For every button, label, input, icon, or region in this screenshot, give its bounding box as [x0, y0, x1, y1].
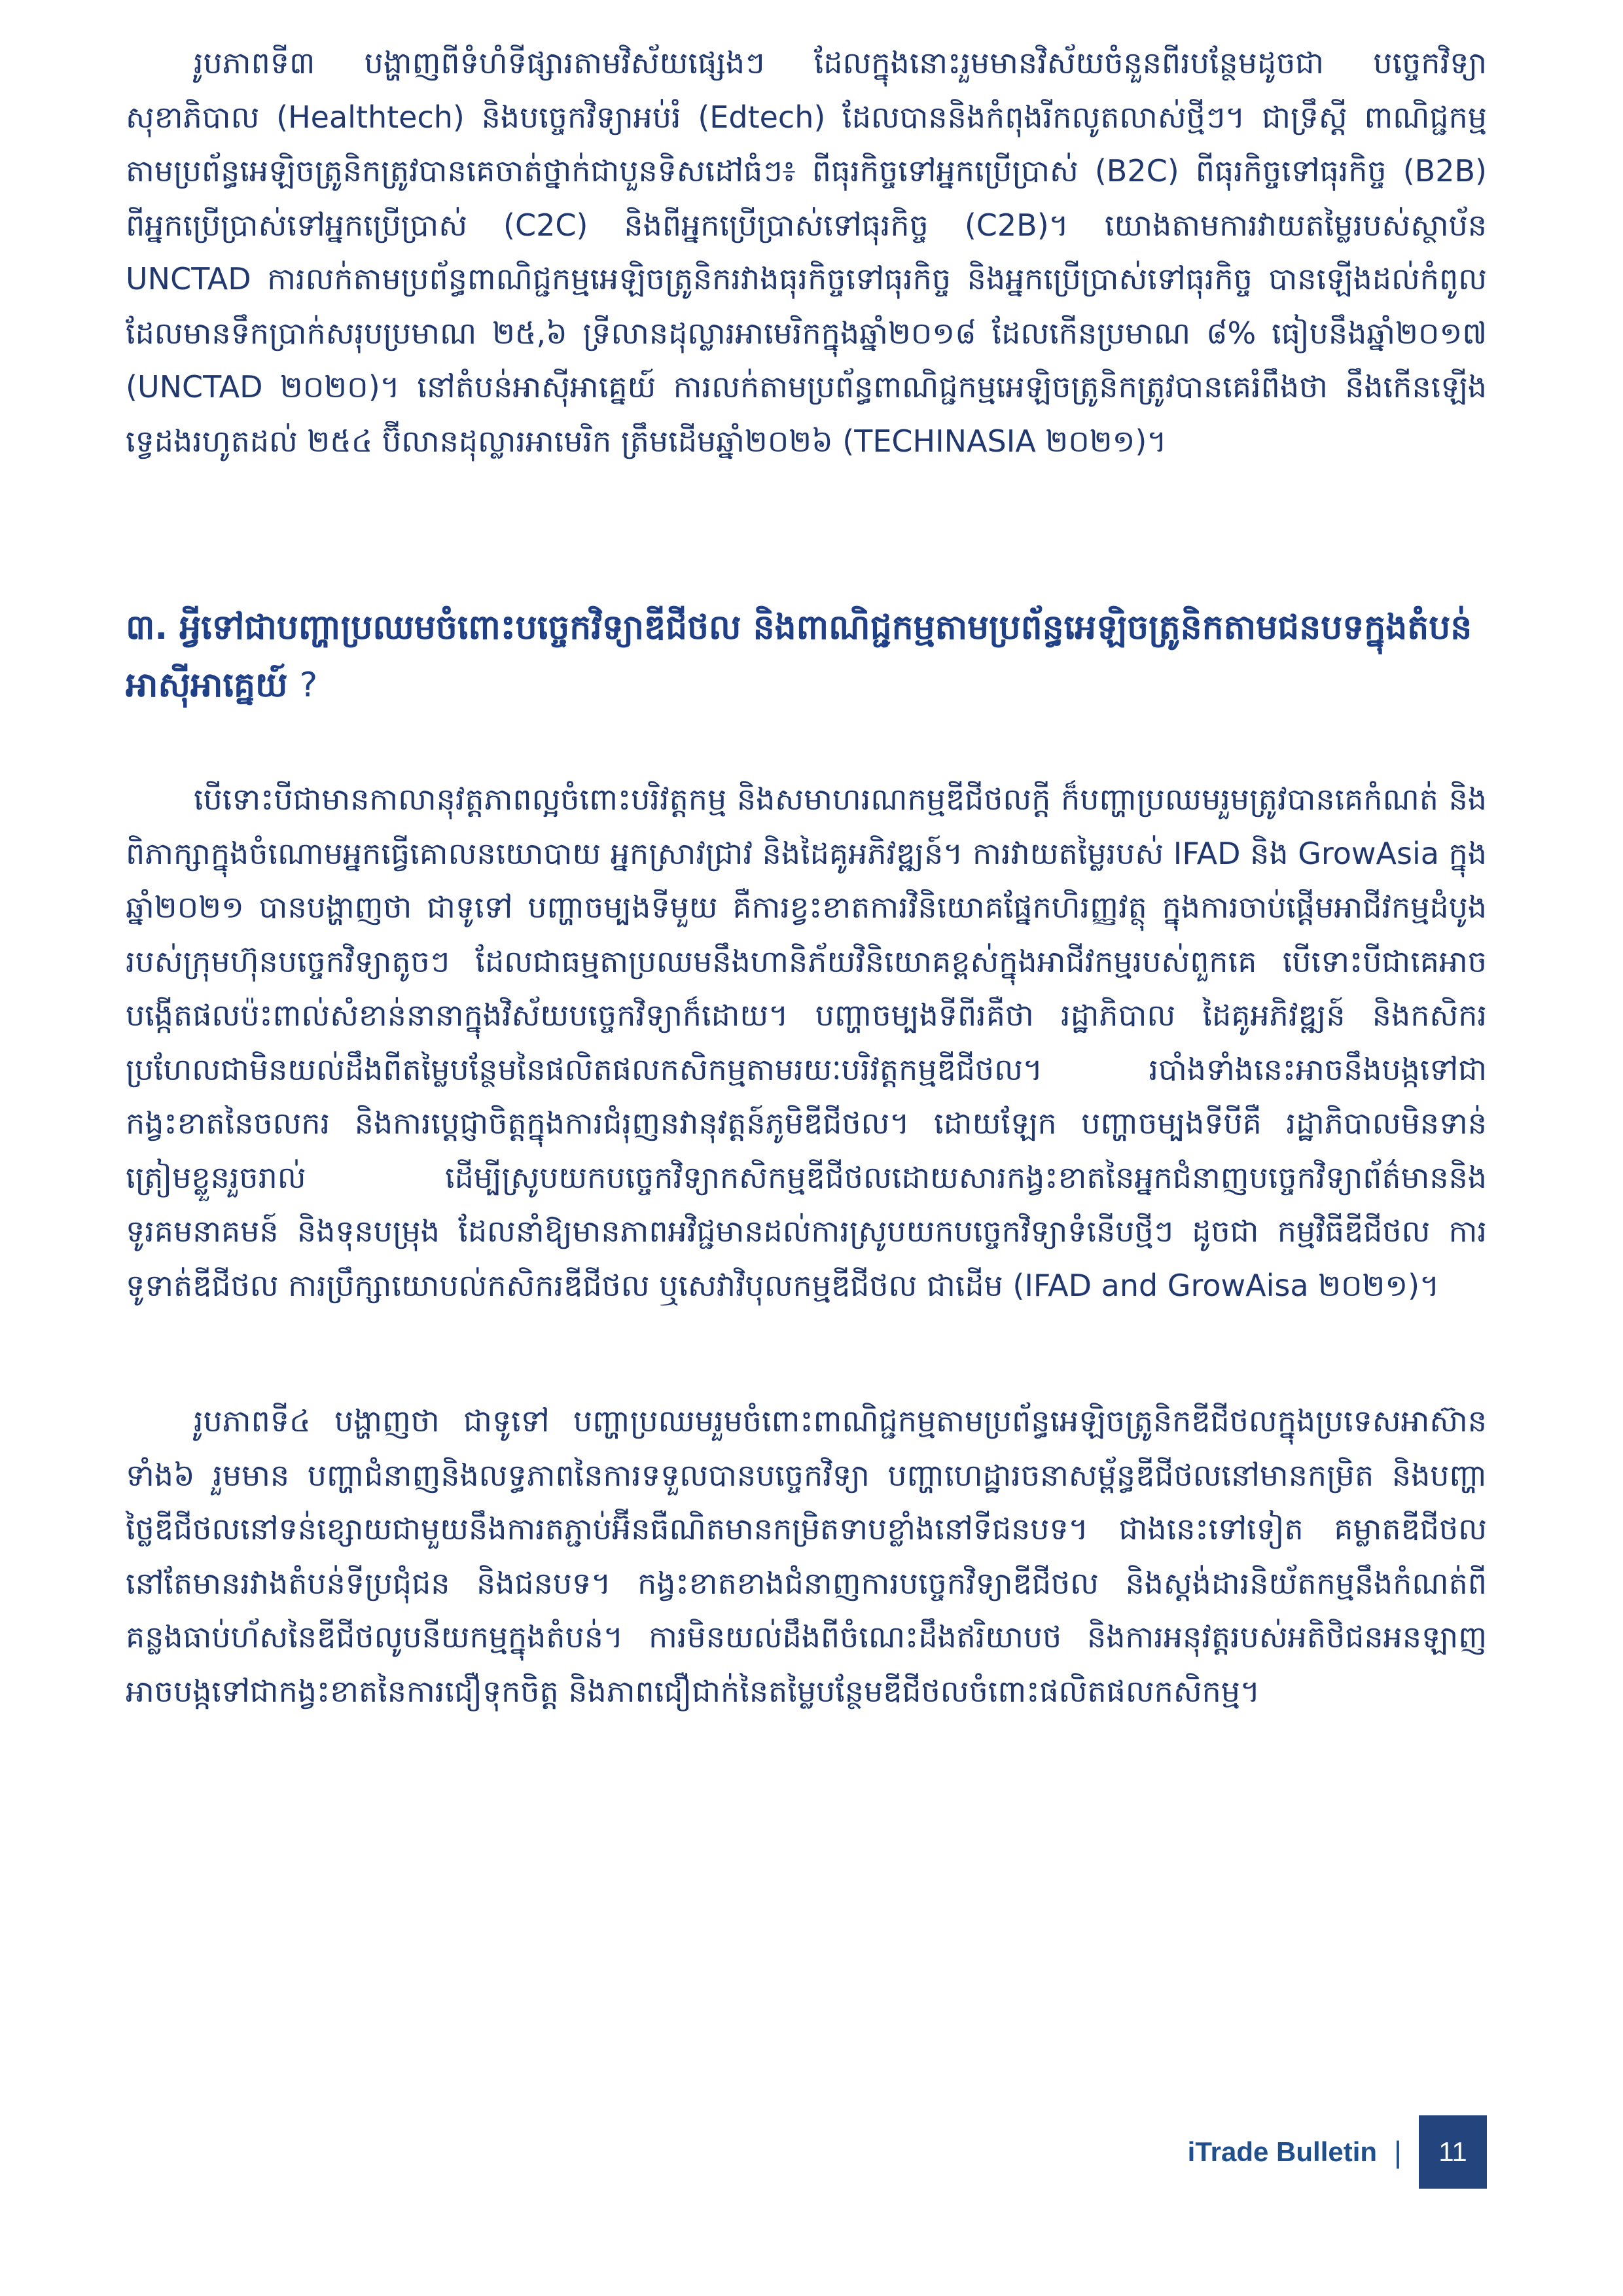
section-heading-number: ៣.	[126, 608, 168, 647]
section-heading-question-mark: ?	[299, 666, 318, 705]
footer-separator: |	[1394, 2135, 1402, 2169]
section-heading-text: អ្វីទៅជាបញ្ហាប្រឈមចំពោះបច្ចេកវិទ្យាឌីជីថល និងពាណិជ្ជកម្មតាមប្រព័ន្ធអេឡិចត្រូនិកតាមជនបទក្នុងតំបន់អាស៊ីអាគ្នេយ៍	[126, 608, 1472, 705]
body-paragraph-2: បើទោះបីជាមានកាលានុវត្តភាពល្អចំពោះបរិវត្តកម្ម និងសមាហរណកម្មឌីជីថលក្ដី ក៏បញ្ហាប្រឈមរួមត្រូវបានគេកំណត់ និងពិភាក្សាក្នុងចំណោមអ្នកធ្វើគោលនយោបាយ អ្នកស្រាវជ្រាវ និងដៃគូអភិវឌ្ឍន៍។ ការវាយតម្លៃរបស់ IFAD និង GrowAsia ក្នុងឆ្នាំ២០២១ បានបង្ហាញថា ជាទូទៅ បញ្ហាចម្បងទីមួយ គឺការខ្វះខាតការវិនិយោគផ្នែកហិរញ្ញវត្ថុ ក្នុងការចាប់ផ្ដើមអាជីវកម្មដំបូងរបស់ក្រុមហ៊ុនបច្ចេកវិទ្យាតូចៗ ដែលជាធម្មតាប្រឈមនឹងហានិភ័យវិនិយោគខ្ពស់ក្នុងអាជីវកម្មរបស់ពួកគេ បើទោះបីជាគេអាចបង្កើតផលប៉ះពាល់សំខាន់នានាក្នុងវិស័យបច្ចេកវិទ្យាក៏ដោយ។ បញ្ហាចម្បងទីពីរគឺថា រដ្ឋាភិបាល ដៃគូអភិវឌ្ឍន៍ និងកសិករ ប្រហែលជាមិនយល់ដឹងពីតម្លៃបន្ថែមនៃផលិតផលកសិកម្មតាមរយៈបរិវត្តកម្មឌីជីថល។ របាំងទាំងនេះអាចនឹងបង្កទៅជាកង្វះខាតនៃចលករ និងការប្ដេជ្ញាចិត្តក្នុងការជំរុញនវានុវត្តន៍ភូមិឌីជីថល។ ដោយឡែក បញ្ហាចម្បងទីបីគឺ រដ្ឋាភិបាលមិនទាន់ត្រៀមខ្លួនរួចរាល់ ដើម្បីស្រូបយកបច្ចេកវិទ្យាកសិកម្មឌីជីថលដោយសារកង្វះខាតនៃអ្នកជំនាញបច្ចេកវិទ្យាព័ត៌មាននិងទូរគមនាគមន៍ និងទុនបម្រុង ដែលនាំឱ្យមានភាពអវិជ្ជមានដល់ការស្រូបយកបច្ចេកវិទ្យាទំនើបថ្មីៗ ដូចជា កម្មវិធីឌីជីថល ការទូទាត់ឌីជីថល ការប្រឹក្សាយោបល់កសិករឌីជីថល ឬសេវាវិបុលកម្មឌីជីថល ជាដើម (IFAD and GrowAisa ២០២១)។	[126, 781, 1487, 1303]
page-number-badge: 11	[1419, 2115, 1487, 2189]
publication-name: iTrade Bulletin	[1187, 2136, 1378, 2167]
section-heading	[126, 599, 1487, 714]
body-paragraph-1: រូបភាពទី៣ បង្ហាញពីទំហំទីផ្សារតាមវិស័យផ្សេងៗ ដែលក្នុងនោះរួមមានវិស័យចំនួនពីរបន្ថែមដូចជា បច្ចេកវិទ្យាសុខាភិបាល (Healthtech) និងបច្ចេកវិទ្យាអប់រំ (Edtech) ដែលបាននិងកំពុងរីកលូតលាស់ថ្មីៗ។ ជាទ្រឹស្ដី ពាណិជ្ជកម្មតាមប្រព័ន្ធអេឡិចត្រូនិកត្រូវបានគេចាត់ថ្នាក់ជាបួនទិសដៅធំៗ៖ ពីធុរកិច្ចទៅអ្នកប្រើប្រាស់ (B2C) ពីធុរកិច្ចទៅធុរកិច្ច (B2B) ពីអ្នកប្រើប្រាស់ទៅអ្នកប្រើប្រាស់ (C2C) និងពីអ្នកប្រើប្រាស់ទៅធុរកិច្ច (C2B)។ យោងតាមការវាយតម្លៃរបស់ស្ថាប័ន UNCTAD ការលក់តាមប្រព័ន្ធពាណិជ្ជកម្មអេឡិចត្រូនិករវាងធុរកិច្ចទៅធុរកិច្ច និងអ្នកប្រើប្រាស់ទៅធុរកិច្ច បានឡើងដល់កំពូល ដែលមានទឹកប្រាក់សរុបប្រមាណ ២៥,៦ ទ្រីលានដុល្លារអាមេរិកក្នុងឆ្នាំ២០១៨ ដែលកើនប្រមាណ ៨% ធៀបនឹងឆ្នាំ២០១៧ (UNCTAD ២០២០)។ នៅតំបន់អាស៊ីអាគ្នេយ៍ ការលក់តាមប្រព័ន្ធពាណិជ្ជកម្មអេឡិចត្រូនិកត្រូវបានគេរំពឹងថា នឹងកើនឡើងទ្វេដងរហូតដល់ ២៥៤ ប៊ីលានដុល្លារអាមេរិក ត្រឹមដើមឆ្នាំ២០២៦ (TECHINASIA ២០២១)។	[126, 45, 1487, 459]
page-footer	[1188, 2115, 1487, 2189]
body-paragraph-3: រូបភាពទី៤ បង្ហាញថា ជាទូទៅ បញ្ហាប្រឈមរួមចំពោះពាណិជ្ជកម្មតាមប្រព័ន្ធអេឡិចត្រូនិកឌីជីថលក្នុងប្រទេសអាស៊ានទាំង៦ រួមមាន បញ្ហាជំនាញនិងលទ្ធភាពនៃការទទួលបានបច្ចេកវិទ្យា បញ្ហាហេដ្ឋារចនាសម្ព័ន្ធឌីជីថលនៅមានកម្រិត និងបញ្ហាថ្លៃឌីជីថលនៅទន់ខ្សោយជាមួយនឹងការតភ្ជាប់អ៊ីនធឺណិតមានកម្រិតទាបខ្លាំងនៅទីជនបទ។ ជាងនេះទៅទៀត គម្លាតឌីជីថលនៅតែមានរវាងតំបន់ទីប្រជុំជន និងជនបទ។ កង្វះខាតខាងជំនាញការបច្ចេកវិទ្យាឌីជីថល និងស្តង់ដារនិយ័តកម្មនឹងកំណត់ពីគន្លងធាប់ហ័សនៃឌីជីថលូបនីយកម្មក្នុងតំបន់។ ការមិនយល់ដឹងពីចំណេះដឹងឥរិយាបថ និងការអនុវត្តរបស់អតិថិជនអនឡាញ អាចបង្កទៅជាកង្វះខាតនៃការជឿទុកចិត្ត និងភាពជឿជាក់នៃតម្លៃបន្ថែមឌីជីថលចំពោះផលិតផលកសិកម្ម។	[126, 1403, 1487, 1709]
